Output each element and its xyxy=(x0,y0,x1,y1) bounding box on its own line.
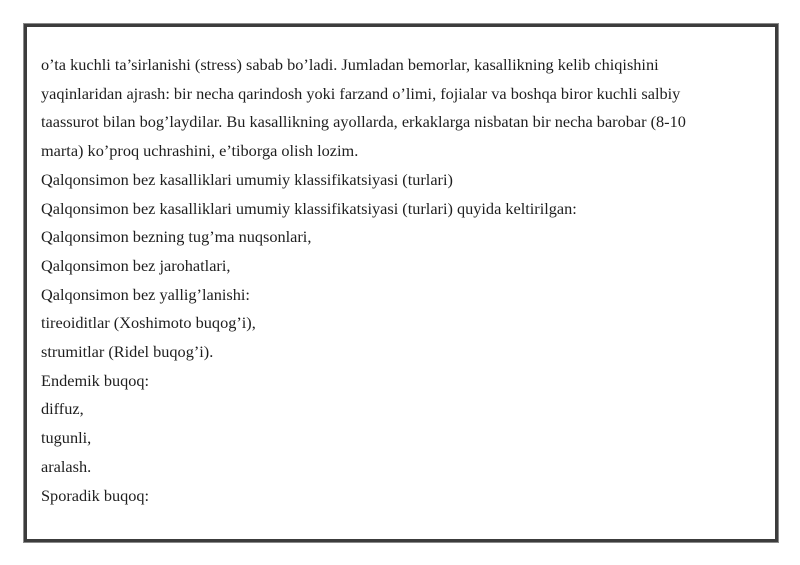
list-item: diffuz, xyxy=(41,399,84,419)
paragraph-line-1: o’ta kuchli ta’sirlanishi (stress) sabab bo’ladi. Jumladan bemorlar, kasallikning kelib chiqishini xyxy=(41,55,659,74)
list-item: Endemik buqoq: xyxy=(41,370,150,390)
paragraph-line-2: yaqinlaridan ajrash: bir necha qarindosh yoki farzand o’limi, fojialar va boshqa biror kuchli salbiy xyxy=(41,83,681,103)
list-item: aralash. xyxy=(41,456,92,476)
list-item: tireoiditlar (Xoshimoto buqog’i), xyxy=(41,313,256,333)
paragraph-line-4: marta) ko’proq uchrashini, e’tiborga olish lozim. xyxy=(41,141,359,161)
section-intro: Qalqonsimon bez kasalliklari umumiy klassifikatsiyasi (turlari) quyida keltirilgan: xyxy=(41,198,577,218)
section-heading: Qalqonsimon bez kasalliklari umumiy klassifikatsiyasi (turlari) xyxy=(41,169,453,189)
list-item: tugunli, xyxy=(41,428,92,448)
document-text xyxy=(41,51,761,510)
list-item: Sporadik buqoq: xyxy=(41,485,150,505)
list-item: Qalqonsimon bez jarohatlari, xyxy=(41,255,231,275)
list-item: strumitlar (Ridel buqog’i). xyxy=(41,342,214,362)
list-item: Qalqonsimon bezning tug’ma nuqsonlari, xyxy=(41,227,312,247)
paragraph-line-3: taassurot bilan bog’laydilar. Bu kasallikning ayollarda, erkaklarga nisbatan bir necha barobar (8-10 xyxy=(41,112,686,132)
list-item: Qalqonsimon bez yallig’lanishi: xyxy=(41,284,250,304)
document-page xyxy=(24,24,778,542)
